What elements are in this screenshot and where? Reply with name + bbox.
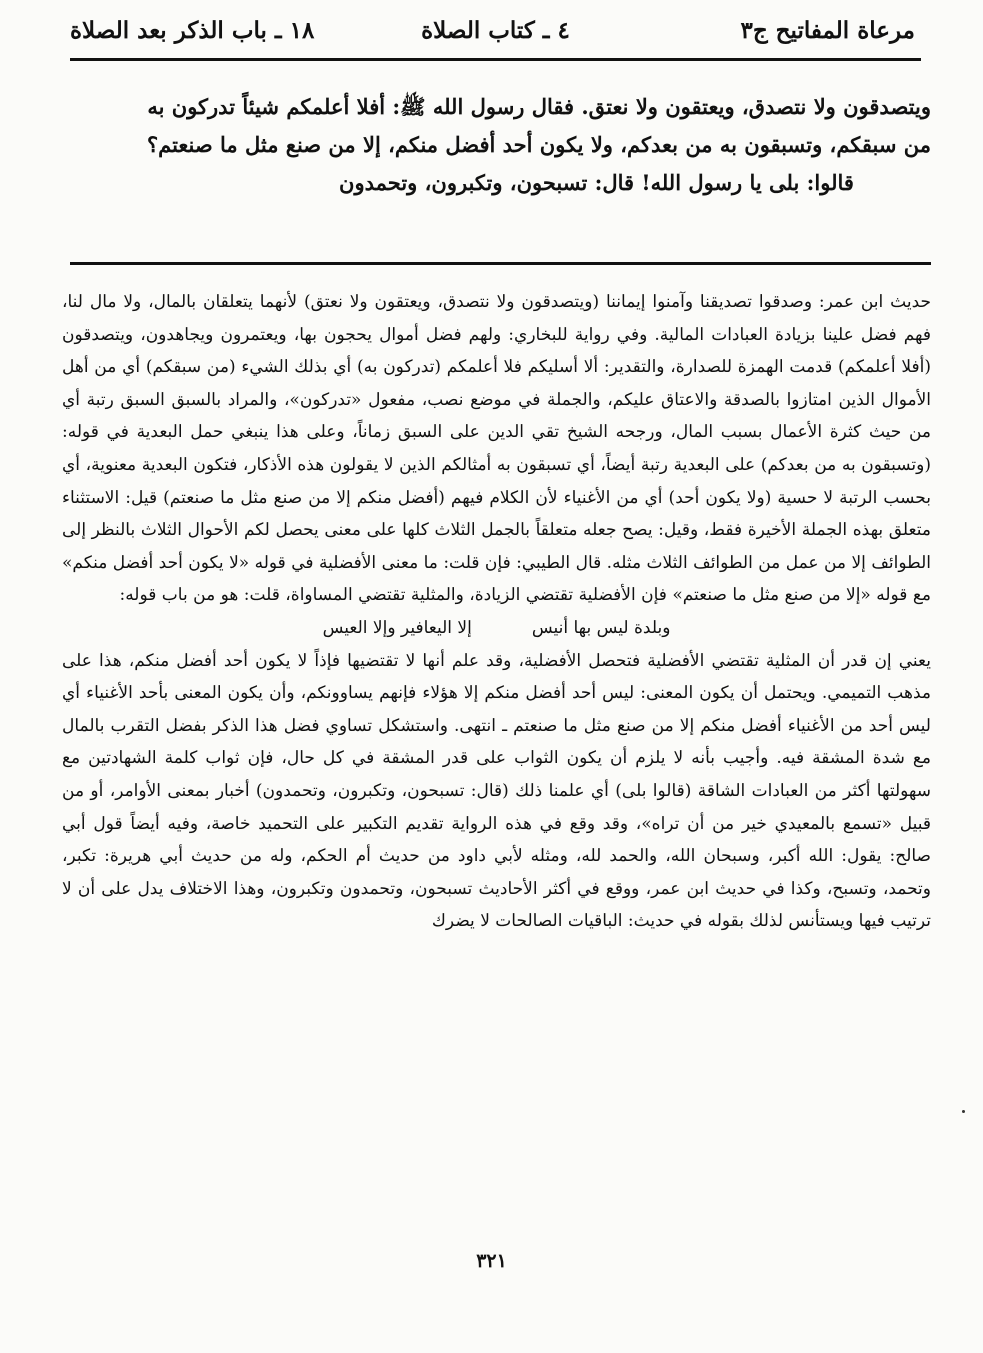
header-book-title: مرعاة المفاتيح ج٣ xyxy=(740,17,915,44)
scan-speck xyxy=(962,1110,965,1113)
commentary-divider xyxy=(70,262,931,265)
header-divider xyxy=(70,58,921,61)
hadith-line: من سبقكم، وتسبقون به من بعدكم، ولا يكون أحد أفضل منكم، إلا من صنع مثل ما صنعتم؟ xyxy=(146,132,931,157)
verse-hemistich: إلا اليعافير وإلا العيس xyxy=(322,617,472,638)
header-section-title: ١٨ ـ باب الذكر بعد الصلاة xyxy=(70,17,315,44)
header-chapter-title: ٤ ـ كتاب الصلاة xyxy=(421,17,570,44)
hadith-line: قالوا: بلى يا رسول الله! قال: تسبحون، وتكبرون، وتحمدون xyxy=(339,170,854,195)
poetry-verse xyxy=(62,612,931,645)
commentary-text xyxy=(62,286,931,938)
commentary-paragraph: حديث ابن عمر: وصدقوا تصديقنا وآمنوا إيماننا (ويتصدقون ولا نتصدق، ويعتقون ولا نعتق) لأنهما يتعلقان بالمال، ولا مال لنا، فهم فضل علينا بزيادة العبادات المالية. وفي رواية للبخاري: ولهم فضل أموال يحجون بها، ويعتمرون ويجاهدون، ويتصدقون (أفلا أعلمكم) قدمت الهمزة للصدارة، والتقدير: ألا أسليكم فلا أعلمكم (تدركون به) أي بذلك الشيء (من سبقكم) أي من أهل الأموال الذين امتازوا بالصدقة والاعتاق عليكم، والجملة في موضع نصب، مفعول «تدركون»، والمراد بالسبق السبق رتبة أي من حيث كثرة الأعمال بسبب المال، ورجحه الشيخ تقي الدين على السبق زماناً، وعلى هذا ينبغي حمل البعدية في قوله: (وتسبقون به من بعدكم) على البعدية رتبة أيضاً، أي تسبقون به أمثالكم الذين لا يقولون هذه الأذكار، فتكون البعدية معنوية، أي بحسب الرتبة لا حسية (ولا يكون أحد) أي من الأغنياء لأن الكلام فيهم (أفضل منكم إلا من صنع مثل ما صنعتم) قيل: الاستثناء متعلق بهذه الجملة الأخيرة فقط، وقيل: يصح جعله متعلقاً بالجمل الثلاث كلها على معنى يحصل لكم الأحوال الثلاث بالنظر إلى الطوائف إلا من عمل من الطوائف الثلاث مثله. قال الطيبي: فإن قلت: ما معنى الأفضلية في قوله «لا يكون أحد أفضل منكم» مع قوله «إلا من صنع مثل ما صنعتم» فإن الأفضلية تقتضي الزيادة، والمثلية تقتضي المساواة، قلت: هو من باب قوله: xyxy=(62,292,931,606)
commentary-paragraph: يعني إن قدر أن المثلية تقتضي الأفضلية فتحصل الأفضلية، وقد علم أنها لا تقتضيها فإذاً لا يكون أحد أفضل منكم، هذا على مذهب التميمي. ويحتمل أن يكون المعنى: ليس أحد أفضل منكم إلا هؤلاء فإنهم يساوونكم، وأن يكون المعنى بأحد الأغنياء أي ليس أحد من الأغنياء أفضل منكم إلا من صنع مثل ما صنعتم ـ انتهى. واستشكل تساوي فضل هذا الذكر بفضل التقرب بالمال مع شدة المشقة فيه. وأجيب بأنه لا يلزم أن يكون الثواب على قدر المشقة في كل حال، فإن ثواب كلمة الشهادتين مع سهولتها أكثر من العبادات الشاقة (قالوا بلى) أي علمنا ذلك (قال: تسبحون، وتكبرون، وتحمدون) أخبار بمعنى الأوامر، أو من قبيل «تسمع بالمعيدي خير من أن تراه»، وقد وقع في هذه الرواية تقديم التكبير على التحميد خاصة، وفيه أيضاً قول أبي صالح: يقول: الله أكبر، وسبحان الله، والحمد لله، ومثله لأبي داود من حديث أم الحكم، وله من حديث أبي هريرة: تكبر، وتحمد، وتسبح، وكذا في حديث ابن عمر، ووقع في أكثر الأحاديث تسبحون، وتحمدون وتكبرون، وهذا الاختلاف يدل على أن لا ترتيب فيها ويستأنس لذلك بقوله في حديث: الباقيات الصالحات لا يضرك xyxy=(62,650,931,932)
verse-hemistich: وبلدة ليس بها أنيس xyxy=(531,617,671,638)
page-number: ٣٢١ xyxy=(476,1250,507,1272)
hadith-text xyxy=(62,88,931,202)
hadith-line: ويتصدقون ولا نتصدق، ويعتقون ولا نعتق. فقال رسول الله ﷺ: أفلا أعلمكم شيئاً تدركون به xyxy=(147,94,931,119)
running-header xyxy=(70,6,921,50)
